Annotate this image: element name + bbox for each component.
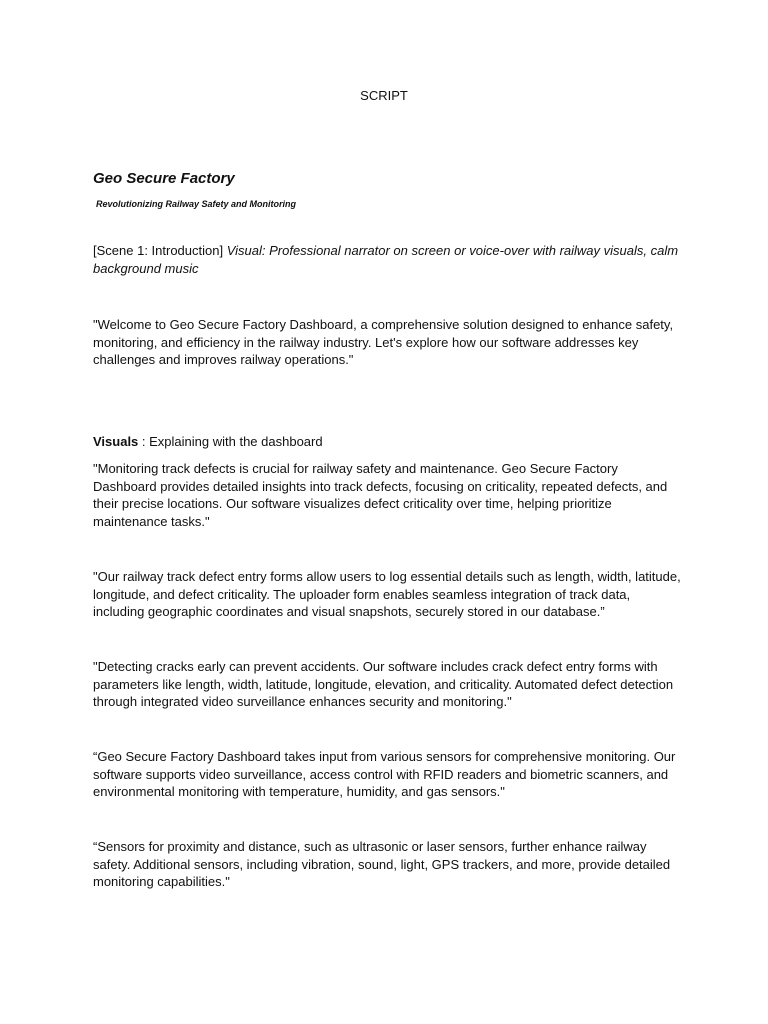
visuals-line bbox=[93, 433, 683, 451]
document-title: Geo Secure Factory bbox=[93, 170, 235, 187]
scene-intro-paragraph bbox=[93, 242, 683, 277]
scene-label: [Scene 1: Introduction] bbox=[93, 243, 224, 258]
paragraph-sensor-inputs: “Geo Secure Factory Dashboard takes input from various sensors for comprehensive monitoring. Our software supports video surveillance, access control with RFID readers and biometric scanners, and environmental monitoring with temperature, humidity, and gas sensors." bbox=[93, 749, 676, 800]
scene-visual-direction: Visual: Professional narrator on screen or voice-over with railway visuals, calm background music bbox=[93, 243, 679, 276]
paragraph-track-defects: "Monitoring track defects is crucial for railway safety and maintenance. Geo Secure Factory Dashboard provides detailed insights into track defects, focusing on criticality, repeated defects, and their precise locations. Our software visualizes defect criticality over time, helping prioritize maintenance tasks." bbox=[93, 461, 668, 529]
paragraph-entry-forms: "Our railway track defect entry forms allow users to log essential details such as length, width, latitude, longitude, and defect criticality. The uploader form enables seamless integration of track data, including geographic coordinates and visual snapshots, securely stored in our database.” bbox=[93, 569, 681, 620]
document-subtitle: Revolutionizing Railway Safety and Monitoring bbox=[96, 199, 297, 209]
paragraph-crack-detection: "Detecting cracks early can prevent accidents. Our software includes crack defect entry forms with parameters like length, width, latitude, longitude, elevation, and criticality. Automated defect detection through integrated video surveillance enhances security and monitoring." bbox=[93, 659, 674, 710]
visuals-text: : Explaining with the dashboard bbox=[138, 434, 323, 449]
script-heading: SCRIPT bbox=[360, 88, 408, 103]
paragraph-proximity-sensors: “Sensors for proximity and distance, such as ultrasonic or laser sensors, further enhance railway safety. Additional sensors, including vibration, sound, light, GPS trackers, and more, provide detailed monitoring capabilities." bbox=[93, 839, 671, 890]
intro-paragraph: "Welcome to Geo Secure Factory Dashboard, a comprehensive solution designed to enhance safety, monitoring, and efficiency in the railway industry. Let's explore how our software addresses key challenges and improves railway operations." bbox=[93, 317, 674, 368]
visuals-label: Visuals bbox=[93, 434, 139, 449]
